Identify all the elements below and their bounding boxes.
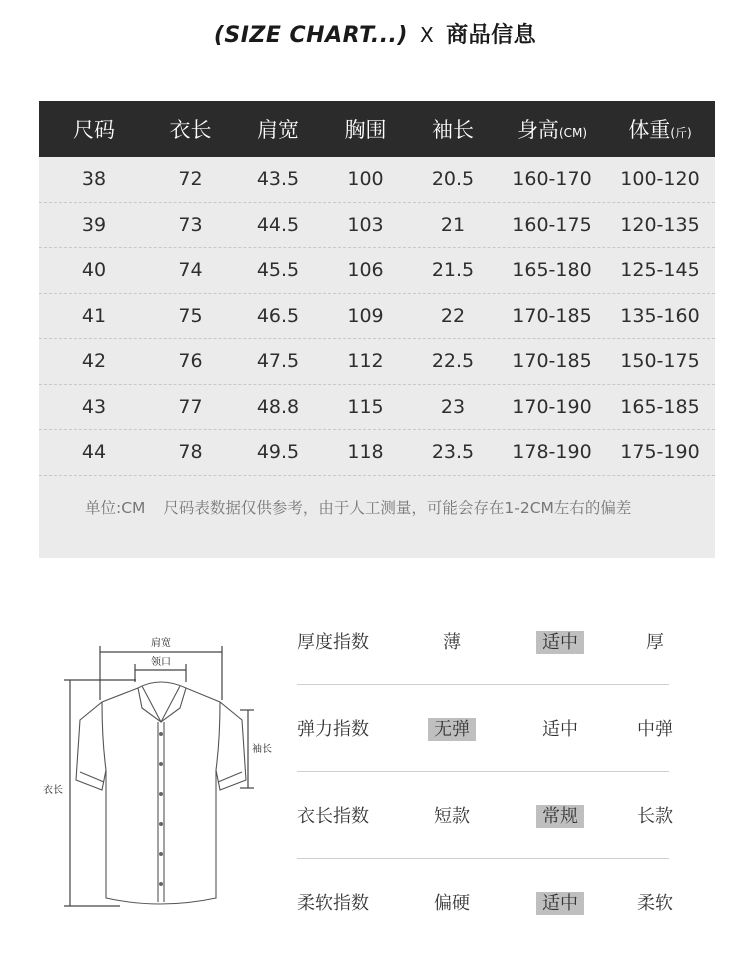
index-row-thickness (297, 598, 669, 685)
note-text: 尺码表数据仅供参考，由于人工测量，可能会存在1-2CM左右的偏差 (163, 498, 632, 517)
table-cell: 150-175 (620, 350, 700, 373)
table-cell: 45.5 (256, 259, 300, 282)
header-size: 尺码 (73, 118, 115, 142)
measurement-note (39, 476, 715, 538)
table-cell: 170-185 (512, 350, 592, 373)
table-cell: 46.5 (256, 304, 300, 327)
index-row-softness (297, 859, 673, 945)
index-option: 短款 (434, 806, 470, 827)
table-cell: 100 (347, 168, 384, 191)
header-weight: 体重(斤) (628, 118, 692, 142)
index-option-selected: 常规 (525, 802, 595, 828)
index-option-selected: 适中 (525, 889, 595, 915)
header-sleeve: 袖长 (432, 118, 474, 142)
table-cell: 76 (178, 350, 203, 373)
header-length: 衣长 (169, 118, 212, 142)
index-option: 偏硬 (434, 893, 470, 914)
table-cell: 135-160 (620, 304, 700, 327)
table-cell: 49.5 (256, 441, 300, 464)
shirt-measurement-diagram (40, 630, 280, 920)
header-shoulder: 肩宽 (257, 118, 299, 142)
table-cell: 160-175 (512, 213, 592, 236)
table-row (39, 339, 715, 385)
diagram-label-shoulder: 肩宽 (151, 638, 171, 649)
header-height-unit: (CM) (558, 126, 588, 140)
table-cell: 118 (347, 441, 384, 464)
table-cell: 38 (81, 168, 107, 191)
table-row (39, 203, 715, 249)
index-option-selected: 无弹 (417, 715, 487, 741)
header-chest: 胸围 (344, 118, 387, 142)
diagram-label-collar: 领口 (151, 657, 171, 668)
table-cell: 178-190 (512, 441, 592, 464)
table-cell: 165-180 (512, 259, 592, 282)
table-cell: 112 (347, 350, 384, 373)
table-cell: 103 (347, 213, 384, 236)
page-title (0, 18, 750, 49)
table-row (39, 430, 715, 476)
table-cell: 106 (347, 259, 384, 282)
table-cell: 73 (178, 213, 203, 236)
note-unit: 单位:CM (85, 498, 146, 517)
index-label: 衣长指数 (297, 806, 369, 827)
table-cell: 44.5 (256, 213, 300, 236)
table-cell: 22.5 (431, 350, 475, 373)
index-option: 适中 (542, 719, 578, 740)
index-option: 长款 (637, 806, 673, 827)
table-row (39, 385, 715, 431)
index-option: 薄 (443, 632, 461, 653)
table-cell: 48.8 (256, 395, 300, 418)
title-chinese: 商品信息 (446, 23, 537, 48)
title-english: (SIZE CHART...) (213, 23, 408, 48)
table-cell: 170-185 (512, 304, 592, 327)
table-cell: 74 (178, 259, 203, 282)
table-cell: 40 (81, 259, 107, 282)
table-cell: 72 (178, 168, 203, 191)
diagram-label-length: 衣长 (43, 785, 63, 796)
table-row (39, 248, 715, 294)
index-row-elasticity (297, 685, 673, 772)
table-cell: 44 (81, 441, 107, 464)
table-row (39, 157, 715, 203)
table-cell: 78 (178, 441, 203, 464)
index-option: 厚 (646, 632, 664, 653)
table-cell: 47.5 (256, 350, 300, 373)
table-cell: 75 (178, 304, 203, 327)
size-chart-table (39, 101, 715, 558)
index-option-selected: 适中 (525, 628, 595, 654)
title-separator: X (419, 23, 435, 47)
fabric-index-panel (297, 598, 673, 945)
header-height: 身高(CM) (516, 118, 588, 142)
table-cell: 23 (440, 395, 466, 418)
table-cell: 21.5 (431, 259, 475, 282)
table-cell: 42 (81, 350, 107, 373)
table-cell: 120-135 (620, 213, 700, 236)
table-cell: 77 (178, 395, 203, 418)
table-cell: 165-185 (620, 395, 700, 418)
index-label: 厚度指数 (297, 632, 369, 653)
index-row-length (297, 772, 673, 859)
index-label: 弹力指数 (297, 719, 369, 740)
index-option: 中弹 (637, 719, 673, 740)
table-cell: 43 (81, 395, 107, 418)
table-cell: 20.5 (431, 168, 475, 191)
table-cell: 39 (81, 213, 107, 236)
table-cell: 43.5 (256, 168, 300, 191)
index-label: 柔软指数 (297, 893, 369, 914)
header-weight-unit: (斤) (670, 126, 692, 140)
table-cell: 115 (347, 395, 384, 418)
table-cell: 125-145 (620, 259, 700, 282)
diagram-label-sleeve: 袖长 (252, 744, 272, 755)
table-cell: 21 (440, 213, 466, 236)
table-cell: 160-170 (512, 168, 592, 191)
table-cell: 170-190 (512, 395, 592, 418)
table-row (39, 294, 715, 340)
table-cell: 100-120 (620, 168, 700, 191)
table-cell: 23.5 (431, 441, 475, 464)
table-cell: 22 (440, 304, 466, 327)
index-option: 柔软 (637, 893, 673, 914)
table-cell: 41 (81, 304, 107, 327)
table-cell: 175-190 (620, 441, 700, 464)
table-header-row (39, 101, 715, 157)
table-cell: 109 (347, 304, 384, 327)
